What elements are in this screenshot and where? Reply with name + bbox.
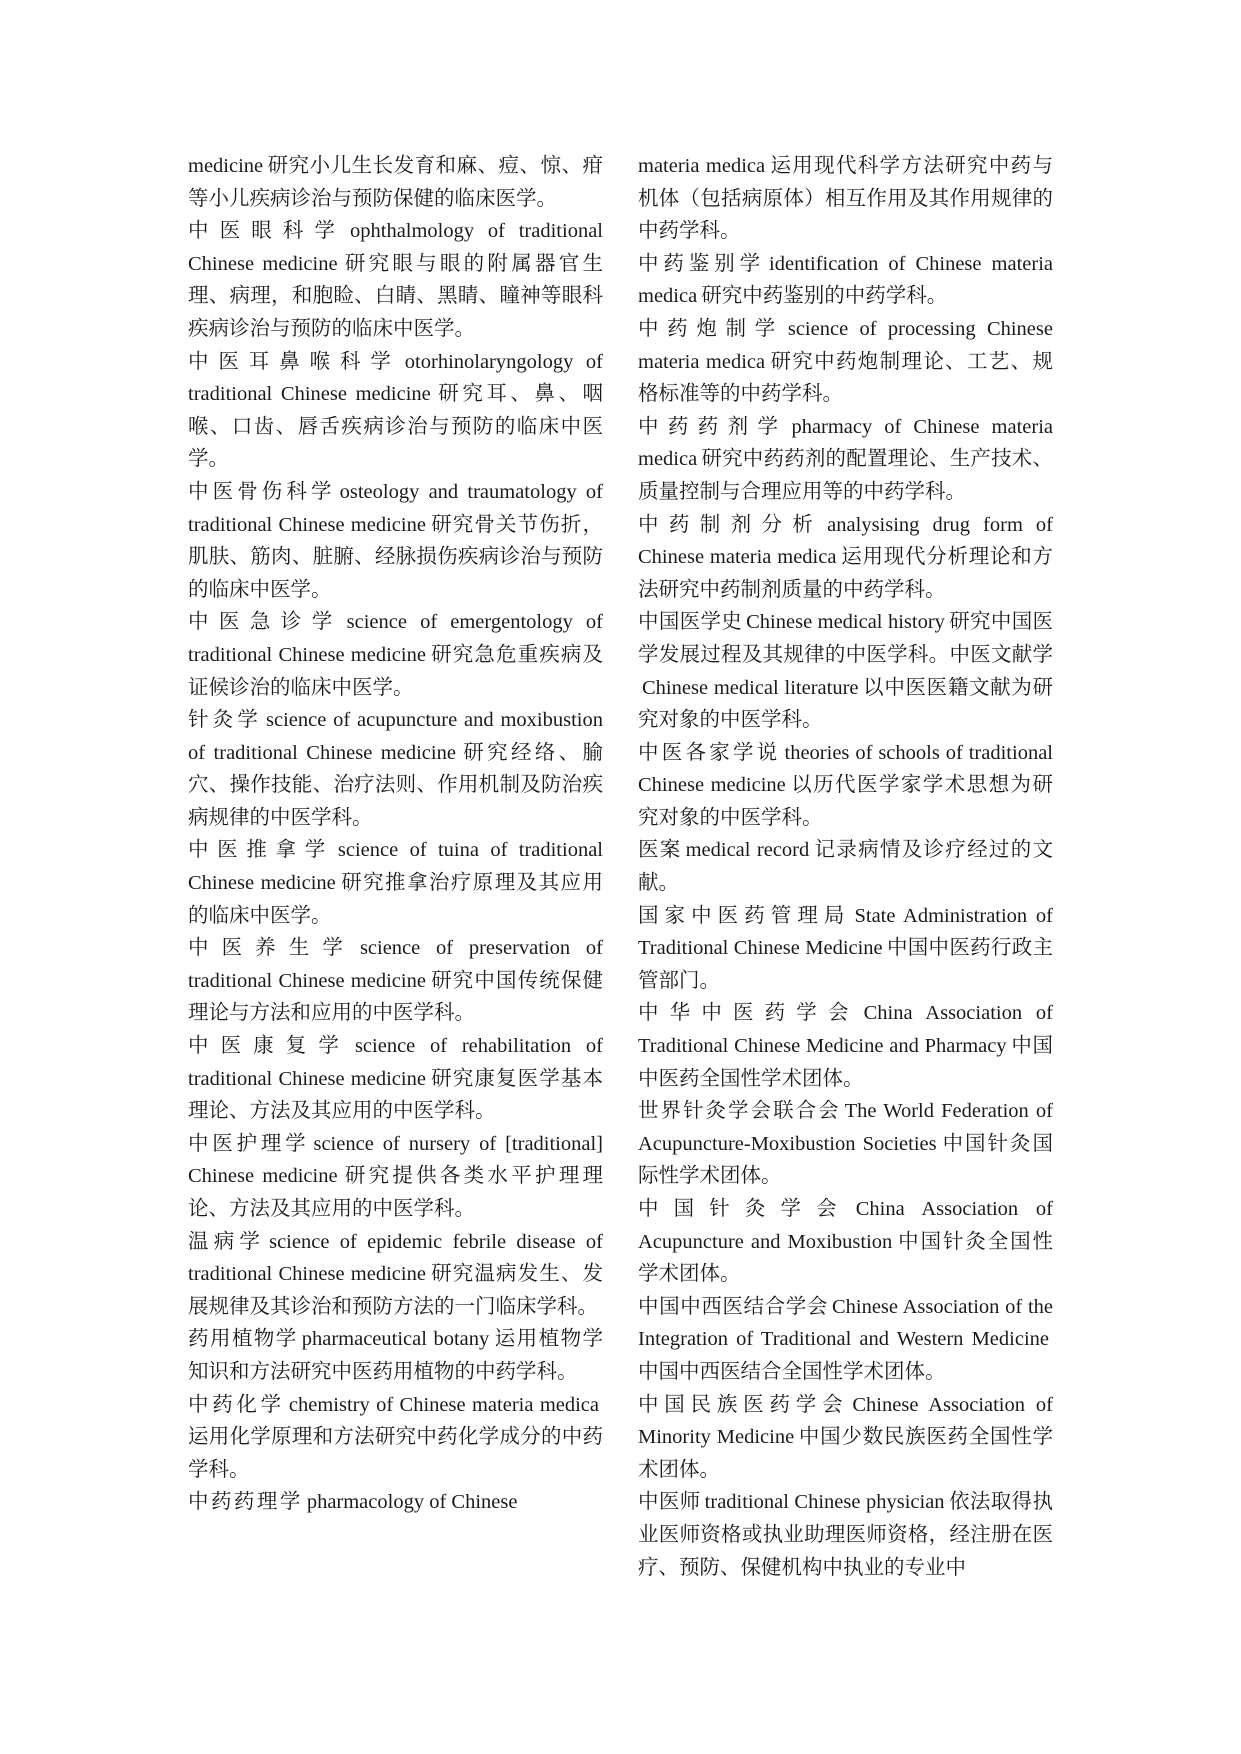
entry-definition: 中国针灸国际性学术团体。 — [638, 1132, 1053, 1188]
entry-definition: 中国中医药行政主管部门。 — [638, 937, 1053, 992]
entry-definition: 依法取得执业医师资格或执业助理医师资格，经注册在医疗、预防、保健机构中执业的专业中 — [638, 1491, 1053, 1579]
entry-term-en: Chinese medical history — [746, 611, 945, 634]
entry-term-en: State Administration of Traditional Chinese Medicine — [638, 904, 1053, 960]
glossary-entry — [188, 476, 603, 606]
entry-definition: 研究康复医学基本理论、方法及其应用的中医学科。 — [188, 1067, 604, 1123]
entry-definition: 以中医医籍文献为研究对象的中医学科。 — [638, 676, 1053, 732]
entry-term-zh: 中医师 — [638, 1491, 701, 1514]
entry-term-zh: 中国民族医药学会 — [638, 1393, 849, 1416]
right-column — [638, 150, 1053, 1584]
entry-term-zh: 中药化学 — [188, 1393, 285, 1416]
entry-term-en: science of epidemic febrile disease of traditional Chinese medicine — [188, 1230, 604, 1286]
entry-term-zh: 中药炮制学 — [638, 317, 784, 340]
glossary-entry — [188, 1226, 603, 1324]
entry-definition: 研究提供各类水平护理理论、方法及其应用的中医学科。 — [188, 1165, 603, 1220]
glossary-entry — [638, 606, 1053, 736]
entry-definition: 中国中医药全国性学术团体。 — [638, 1035, 1054, 1090]
glossary-entry — [638, 900, 1053, 998]
entry-definition: 运用化学原理和方法研究中药化学成分的中药学科。 — [188, 1426, 603, 1481]
entry-definition: 运用植物学知识和方法研究中医药用植物的中药学科。 — [188, 1328, 604, 1383]
entry-definition: 研究急危重疾病及证候诊治的临床中医学。 — [188, 643, 604, 699]
entry-definition: 研究推拿治疗原理及其应用的临床中医学。 — [188, 872, 603, 927]
entry-term-en: Chinese medical literature — [642, 676, 859, 699]
entry-definition: 研究中药鉴别的中药学科。 — [701, 285, 948, 308]
entry-term-zh: 中国医学史 — [638, 611, 743, 634]
entry-term-en: science of processing Chinese materia medica — [638, 317, 1053, 373]
entry-term-zh: 中药药理学 — [188, 1491, 303, 1514]
entry-definition: 记录病情及诊疗经过的文献。 — [638, 839, 1054, 895]
entry-definition: 以历代医学家学术思想为研究对象的中医学科。 — [638, 774, 1053, 829]
glossary-entry — [638, 1193, 1053, 1291]
entry-term-en: analysising drug form of Chinese materia medica — [638, 513, 1053, 569]
entry-term-zh: 中医骨伤科学 — [188, 480, 336, 503]
entry-term-zh: 中药药剂学 — [638, 415, 788, 438]
entry-definition: 研究经络、腧穴、操作技能、治疗法则、作用机制及防治疾病规律的中医学科。 — [188, 741, 603, 829]
entry-definition: 研究骨关节伤折，肌肤、筋肉、脏腑、经脉损伤疾病诊治与预防的临床中医学。 — [188, 513, 604, 601]
entry-term-zh: 中医护理学 — [188, 1132, 310, 1155]
glossary-entry — [638, 248, 1053, 313]
entry-term-en: theories of schools of traditional Chinese medicine — [638, 741, 1053, 797]
entry-term-en: traditional Chinese physician — [704, 1491, 945, 1514]
glossary-entry — [638, 1291, 1053, 1389]
entry-term-en: pharmaceutical botany — [301, 1328, 490, 1351]
glossary-entry — [638, 997, 1053, 1095]
entry-term-en: identification of Chinese materia medica — [638, 252, 1053, 308]
glossary-entry — [638, 834, 1053, 899]
left-column — [188, 150, 603, 1519]
entry-term-zh: 中医急诊学 — [188, 611, 343, 634]
entry-term-zh: 中药鉴别学 — [638, 252, 766, 275]
entry-term-en: science of acupuncture and moxibustion of traditional Chinese medicine — [188, 709, 603, 764]
entry-definition: 研究小儿生长发育和麻、痘、惊、疳等小儿疾病诊治与预防保健的临床医学。 — [188, 155, 603, 210]
entry-definition: 中国中西医结合全国性学术团体。 — [638, 1360, 946, 1383]
entry-term-zh: 中医康复学 — [188, 1035, 351, 1058]
entry-definition: 研究中药炮制理论、工艺、规格标准等的中药学科。 — [638, 350, 1054, 406]
entry-term-zh: 中国中西医结合学会 — [638, 1295, 828, 1318]
entry-term-zh: 世界针灸学会联合会 — [638, 1100, 841, 1123]
entry-term-en: Chinese Association of Minority Medicine — [638, 1393, 1054, 1449]
entry-term-zh: 温病学 — [188, 1230, 266, 1253]
glossary-entry — [188, 346, 603, 476]
entry-term-zh: 中国针灸学会 — [638, 1198, 852, 1220]
glossary-entry — [188, 932, 603, 1030]
glossary-entry — [188, 1030, 603, 1128]
entry-term-zh: 中医各家学说 — [638, 741, 781, 764]
glossary-entry — [188, 215, 603, 345]
entry-term-en: China Association of Traditional Chinese Medicine and Pharmacy — [638, 1002, 1053, 1058]
entry-term-zh: 中医耳鼻喉科学 — [188, 350, 401, 373]
entry-term-zh: 中医推拿学 — [188, 839, 334, 862]
entry-term-zh: 国家中医药管理局 — [638, 904, 851, 927]
glossary-entry — [188, 1323, 603, 1388]
entry-term-zh: 中医文献学 — [949, 643, 1054, 666]
glossary-entry — [188, 834, 603, 932]
entry-term-en: Chinese Association of the Integration of Traditional and Western Medicine — [638, 1295, 1053, 1351]
entry-definition: 运用现代分析理论和方法研究中药制剂质量的中药学科。 — [638, 546, 1053, 601]
glossary-entry — [638, 411, 1053, 509]
glossary-entry — [638, 509, 1053, 607]
glossary-entry — [188, 704, 603, 834]
entry-definition: 研究温病发生、发展规律及其诊治和预防方法的一门临床学科。 — [188, 1263, 604, 1318]
entry-definition: 研究耳、鼻、咽喉、口齿、唇舌疾病诊治与预防的临床中医学。 — [188, 383, 603, 471]
entry-definition: 研究眼与眼的附属器官生理、病理，和胞睑、白睛、黑睛、瞳神等眼科疾病诊治与预防的临床中医学。 — [188, 252, 603, 340]
glossary-entry — [638, 1095, 1053, 1193]
entry-definition: 运用现代科学方法研究中药与机体（包括病原体）相互作用及其作用规律的中药学科。 — [638, 155, 1054, 243]
entry-definition: 研究中国医学发展过程及其规律的中医学科。 — [638, 611, 1054, 666]
glossary-entry — [188, 1128, 603, 1226]
entry-term-zh: 中华中医药学会 — [638, 1002, 860, 1025]
entry-term-en: The World Federation of Acupuncture-Moxibustion Societies — [638, 1100, 1053, 1155]
glossary-entry — [638, 1389, 1053, 1487]
glossary-entry — [638, 1486, 1053, 1584]
entry-term-zh: 中医眼科学 — [188, 220, 346, 243]
entry-term-en: science of preservation of traditional Chinese medicine — [188, 937, 603, 992]
entry-term-zh: 药用植物学 — [188, 1328, 298, 1351]
entry-definition: 研究中国传统保健理论与方法和应用的中医学科。 — [188, 969, 604, 1025]
glossary-entry — [638, 150, 1053, 248]
entry-term-zh: 中药制剂分析 — [638, 513, 824, 536]
glossary-entry — [188, 150, 603, 215]
entry-term-zh: 针灸学 — [188, 709, 262, 732]
entry-term-en: pharmacy of Chinese materia medica — [638, 415, 1053, 471]
entry-term-zh: 中医养生学 — [188, 937, 356, 960]
entry-term-en: materia medica — [638, 155, 766, 177]
glossary-entry — [638, 313, 1053, 411]
entry-term-en: ophthalmology of traditional Chinese medicine — [188, 220, 603, 275]
glossary-entry — [638, 737, 1053, 835]
entry-term-en: China Association of Acupuncture and Moxibustion — [638, 1198, 1053, 1253]
entry-term-en: medical record — [685, 839, 810, 862]
entry-term-en: science of nursery of [traditional] Chinese medicine — [188, 1132, 604, 1188]
entry-definition: 中国少数民族医药全国性学术团体。 — [638, 1426, 1053, 1481]
entry-definition: 中国针灸全国性学术团体。 — [638, 1230, 1054, 1286]
entry-term-en: osteology and traumatology of traditional Chinese medicine — [188, 480, 604, 536]
entry-term-en: otorhinolaryngology of traditional Chinese medicine — [188, 350, 603, 406]
glossary-entry — [188, 606, 603, 704]
entry-term-en: pharmacology of Chinese — [306, 1491, 518, 1514]
glossary-entry — [188, 1389, 603, 1487]
entry-term-zh: 医案 — [638, 839, 682, 862]
entry-term-en: science of rehabilitation of traditional Chinese medicine — [188, 1035, 603, 1090]
entry-term-en: medicine — [188, 155, 264, 177]
entry-term-en: science of tuina of traditional Chinese medicine — [188, 839, 603, 895]
entry-definition: 研究中药药剂的配置理论、生产技术、质量控制与合理应用等的中药学科。 — [638, 448, 1053, 503]
entry-term-en: chemistry of Chinese materia medica — [288, 1393, 600, 1416]
entry-term-en: science of emergentology of traditional Chinese medicine — [188, 611, 603, 666]
glossary-entry — [188, 1486, 603, 1519]
